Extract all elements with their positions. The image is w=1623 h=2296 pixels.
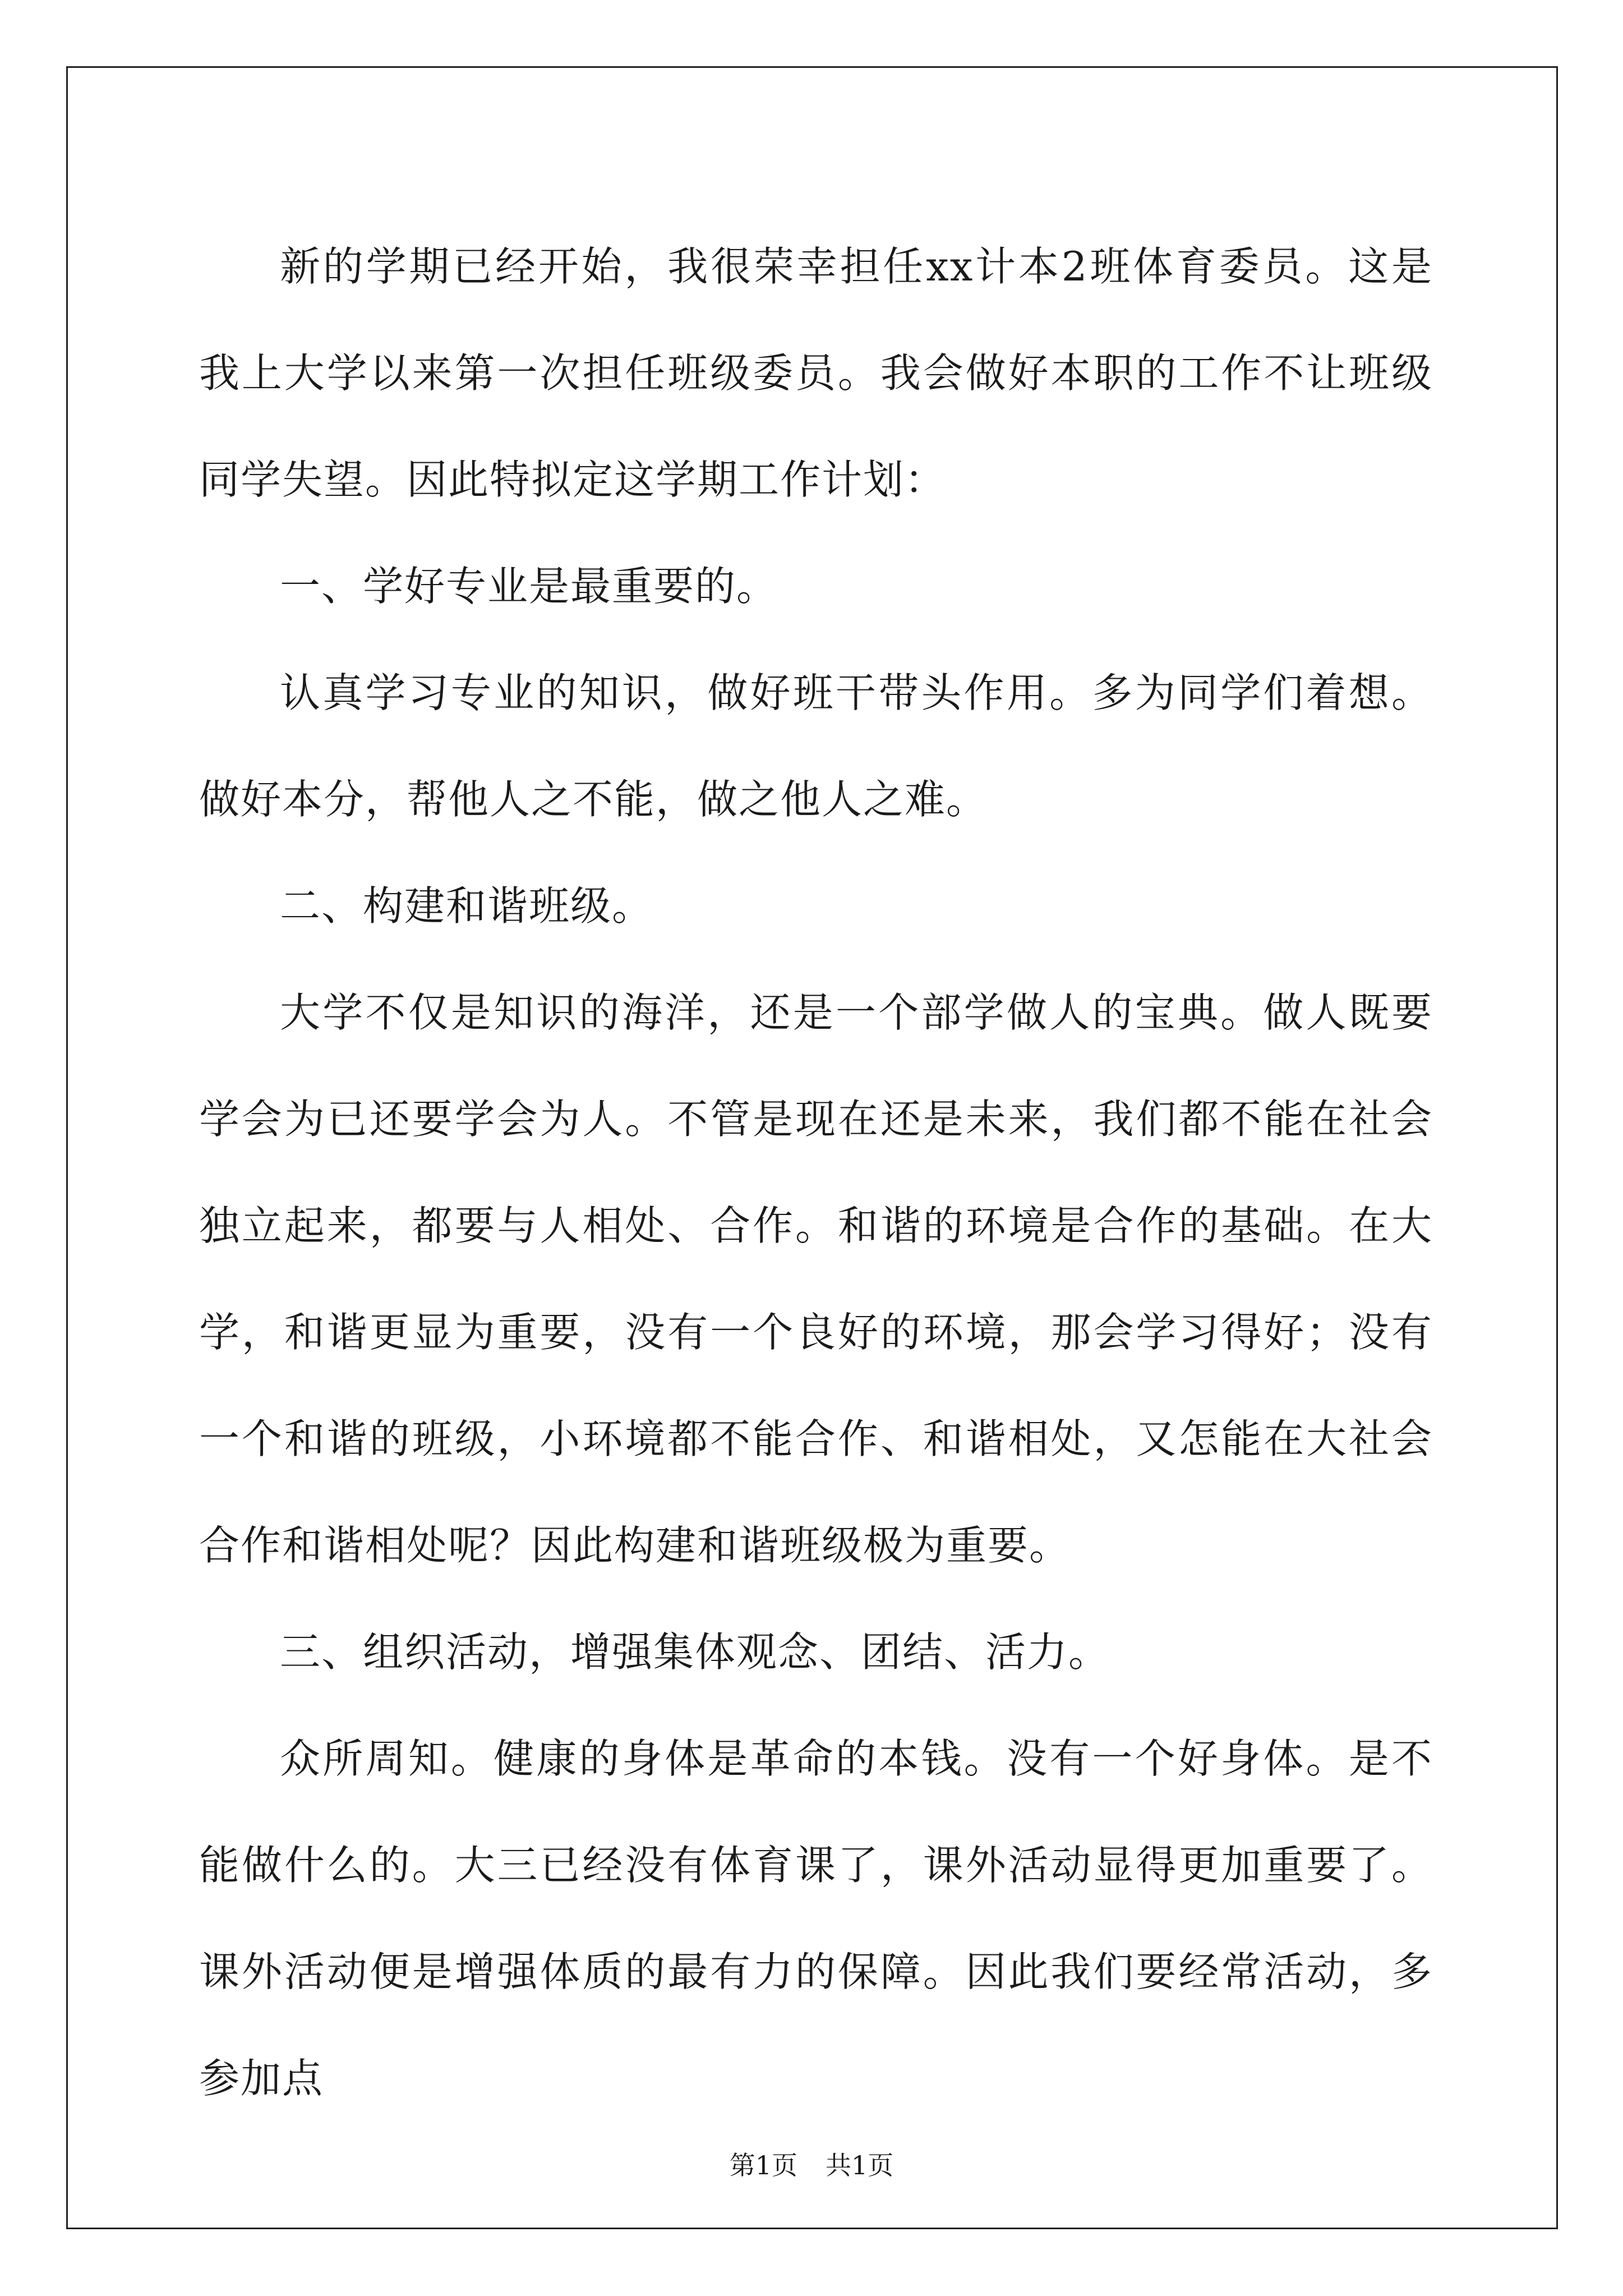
paragraph-section-3: 众所周知。健康的身体是革命的本钱。没有一个好身体。是不能做什么的。大三已经没有体育课了，课外活动显得更加重要了。课外活动便是增强体质的最有力的保障。因此我们要经常活动，多参加点 [199,1735,1433,2102]
page-footer [0,2148,1623,2182]
paragraph-section-2: 大学不仅是知识的海洋，还是一个部学做人的宝典。做人既要学会为已还要学会为人。不管是现在还是未来，我们都不能在社会独立起来，都要与人相处、合作。和谐的环境是合作的基础。在大学，和谐更显为重要，没有一个良好的环境，那会学习得好；没有一个和谐的班级，小环境都不能合作、和谐相处，又怎能在大社会合作和谐相处呢？因此构建和谐班级极为重要。 [199,989,1433,1569]
paragraph-section-1: 认真学习专业的知识，做好班干带头作用。多为同学们着想。做好本分，帮他人之不能，做之他人之难。 [199,669,1433,823]
page-total: 共1页 [826,2150,894,2180]
section-heading-1: 一、学好专业是最重要的。 [280,563,778,610]
section-heading-3: 三、组织活动，增强集体观念、团结、活力。 [280,1628,1110,1676]
page-number: 第1页 [729,2150,797,2180]
document-body [199,213,1433,2132]
section-heading-2: 二、构建和谐班级。 [280,882,654,930]
paragraph-intro: 新的学期已经开始，我很荣幸担任xx计本2班体育委员。这是我上大学以来第一次担任班级委员。我会做好本职的工作不让班级同学失望。因此特拟定这学期工作计划： [199,243,1433,503]
